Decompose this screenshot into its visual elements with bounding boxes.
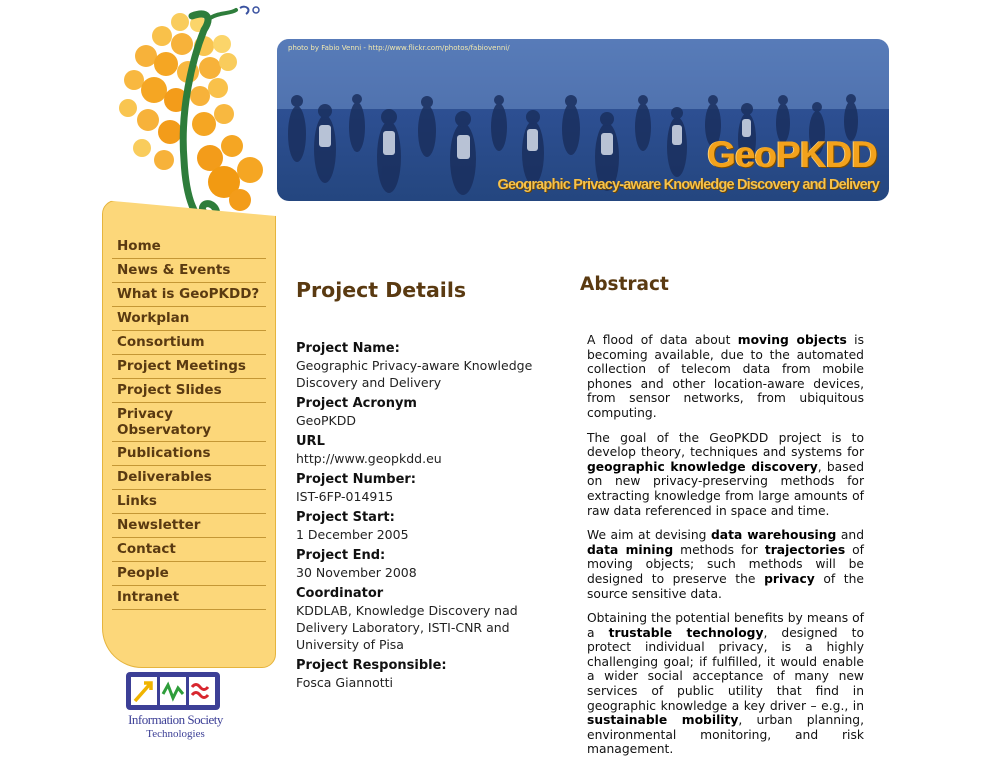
detail-label: Project Acronym xyxy=(296,396,417,411)
nav-item-people[interactable]: People xyxy=(112,562,266,586)
ist-label-line1: Information Society xyxy=(128,712,223,727)
abstract-paragraph xyxy=(587,431,864,519)
detail-value: 1 December 2005 xyxy=(296,527,409,542)
detail-label: Project End: xyxy=(296,548,386,563)
abstract-text: , designed to protect individual privacy, is a highly challenging goal; if fulfilled, it would enable a wider social acceptance of many new services of public utility that find in geographic knowledge a key driver – e.g., in xyxy=(587,625,864,713)
abstract-emphasis: privacy xyxy=(764,571,815,586)
detail-label: Coordinator xyxy=(296,586,384,601)
geopkdd-logo xyxy=(100,0,280,235)
detail-value: 30 November 2008 xyxy=(296,565,417,580)
abstract-paragraph xyxy=(587,528,864,601)
detail-label: Project Responsible: xyxy=(296,658,447,673)
abstract-text: of the source sensitive data. xyxy=(587,571,864,601)
detail-value: http://www.geopkdd.eu xyxy=(296,451,442,466)
nav-item-contact[interactable]: Contact xyxy=(112,538,266,562)
orange-dots-icon xyxy=(119,13,263,211)
abstract-text: is becoming available, due to the automated collection of telecom data from mobile phones and other location-aware devices, from sensor networks, from ubiquitous computing. xyxy=(587,333,864,420)
ist-logo[interactable] xyxy=(108,668,243,748)
nav-item-project-slides[interactable]: Project Slides xyxy=(112,379,266,403)
project-details xyxy=(296,278,566,691)
detail-label: Project Start: xyxy=(296,510,395,525)
detail-label: Project Number: xyxy=(296,472,417,487)
detail-value: GeoPKDD xyxy=(296,413,357,428)
nav-item-publications[interactable]: Publications xyxy=(112,442,266,466)
project-details-heading: Project Details xyxy=(296,278,467,302)
abstract-emphasis: geographic knowledge discovery xyxy=(587,459,818,474)
abstract-section xyxy=(580,274,864,767)
abstract-paragraph xyxy=(587,333,864,421)
nav-item-what-is-geopkdd[interactable]: What is GeoPKDD? xyxy=(112,283,266,307)
abstract-text: The goal of the GeoPKDD project is to develop theory, techniques and systems for xyxy=(587,430,864,460)
abstract-emphasis: data warehousing xyxy=(711,528,837,543)
abstract-emphasis: trajectories xyxy=(764,542,846,557)
sidebar-nav xyxy=(112,235,266,610)
detail-value: Geographic Privacy-aware Knowledge Discovery and Delivery xyxy=(296,358,533,390)
abstract-emphasis: sustainable mobility xyxy=(587,713,739,728)
nav-item-news-events[interactable]: News & Events xyxy=(112,259,266,283)
detail-label: Project Name: xyxy=(296,341,400,356)
nav-item-consortium[interactable]: Consortium xyxy=(112,331,266,355)
nav-item-newsletter[interactable]: Newsletter xyxy=(112,514,266,538)
abstract-text: , based on new privacy-preserving methods for extracting knowledge from large amounts of raw data referenced in space and time. xyxy=(587,459,864,518)
abstract-text: methods for xyxy=(673,542,765,557)
site-title: GeoPKDD xyxy=(707,134,877,175)
site-subtitle: Geographic Privacy-aware Knowledge Discovery and Delivery xyxy=(497,177,879,193)
nav-item-links[interactable]: Links xyxy=(112,490,266,514)
nav-item-project-meetings[interactable]: Project Meetings xyxy=(112,355,266,379)
nav-item-intranet[interactable]: Intranet xyxy=(112,586,266,610)
abstract-heading: Abstract xyxy=(580,274,669,295)
ist-emblem-icon xyxy=(108,668,243,712)
abstract-text: We aim at devising xyxy=(587,528,711,543)
nav-item-workplan[interactable]: Workplan xyxy=(112,307,266,331)
abstract-emphasis: trustable technology xyxy=(608,625,764,640)
abstract-text: of moving objects; such methods will be designed to preserve the xyxy=(587,542,864,586)
detail-value: IST-6FP-014915 xyxy=(296,489,394,504)
nav-item-deliverables[interactable]: Deliverables xyxy=(112,466,266,490)
abstract-text: A flood of data about xyxy=(587,333,738,347)
abstract-text: , urban planning, environmental monitoring, and risk management. xyxy=(587,713,864,757)
abstract-emphasis: data mining xyxy=(587,542,674,557)
nav-item-privacy-observatory[interactable]: Privacy Observatory xyxy=(112,403,266,442)
detail-value: Fosca Giannotti xyxy=(296,675,393,690)
abstract-paragraph xyxy=(587,611,864,757)
abstract-text: and xyxy=(836,528,864,543)
ist-label-line2: Technologies xyxy=(146,728,205,740)
photo-credit: photo by Fabio Venni - http://www.flickr.com/photos/fabiovenni/ xyxy=(288,44,510,52)
detail-label: URL xyxy=(296,434,325,449)
header-banner xyxy=(277,39,889,201)
abstract-emphasis: moving objects xyxy=(737,333,847,347)
detail-value: KDDLAB, Knowledge Discovery nad Delivery Laboratory, ISTI-CNR and University of Pisa xyxy=(296,603,518,652)
abstract-text: Obtaining the potential benefits by means of a xyxy=(587,611,864,640)
nav-item-home[interactable]: Home xyxy=(112,235,266,259)
